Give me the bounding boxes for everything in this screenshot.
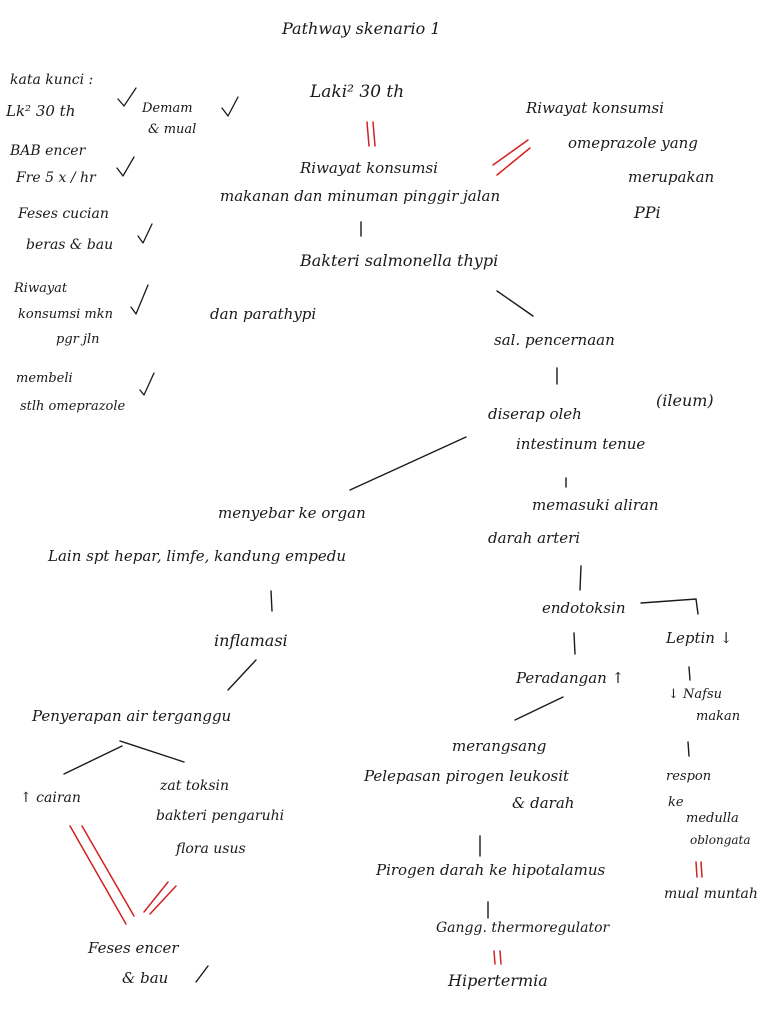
- node-omeprazole-line1: Riwayat konsumsi: [526, 99, 664, 117]
- check-mark-icon: [140, 373, 154, 395]
- connector-line: [688, 742, 689, 756]
- node-appetite-line2: makan: [696, 709, 741, 724]
- node-paratyphi: dan parathypi: [210, 305, 317, 323]
- keyword-item: stlh omeprazole: [20, 399, 126, 414]
- node-feces-line1: Feses encer: [88, 939, 179, 957]
- connector-line: [196, 966, 208, 982]
- node-omeprazole-line2: omeprazole yang: [568, 134, 698, 152]
- node-bacteria: Bakteri salmonella thypi: [300, 251, 499, 270]
- red-double-line: [144, 882, 176, 914]
- node-history-line2: makanan dan minuman pinggir jalan: [220, 187, 501, 205]
- node-nausea: mual muntah: [664, 886, 758, 902]
- node-omeprazole-line3: merupakan: [628, 168, 715, 186]
- node-small-intestine: intestinum tenue: [516, 435, 646, 453]
- node-response-line2: ke: [668, 795, 684, 810]
- node-stimulate-line3: & darah: [512, 794, 575, 812]
- keyword-item: konsumsi mkn: [18, 307, 113, 322]
- red-double-line: [696, 862, 702, 877]
- connector-line: [641, 599, 698, 614]
- red-double-line: [494, 951, 501, 964]
- node-absorption: Penyerapan air terganggu: [32, 707, 232, 725]
- node-stimulate-line1: merangsang: [452, 737, 547, 755]
- node-feces-line2: & bau: [122, 969, 169, 987]
- connector-line: [497, 291, 533, 316]
- node-pyrogen: Pirogen darah ke hipotalamus: [376, 861, 606, 879]
- connector-line: [580, 566, 581, 590]
- check-mark-icon: [222, 97, 238, 116]
- node-history-line1: Riwayat konsumsi: [300, 159, 438, 177]
- keyword-item: Demam: [142, 101, 193, 116]
- red-double-line: [70, 826, 134, 924]
- connector-line: [574, 633, 575, 654]
- keyword-item: membeli: [16, 371, 73, 386]
- red-double-line: [493, 140, 530, 175]
- keyword-item: & mual: [148, 122, 197, 137]
- node-blood-line1: memasuki aliran: [532, 496, 659, 514]
- keyword-item: pgr jln: [56, 332, 100, 347]
- node-thermoregulator: Gangg. thermoregulator: [436, 920, 610, 936]
- check-mark-icon: [131, 285, 148, 314]
- keyword-item: Lk² 30 th: [6, 102, 76, 120]
- node-response-line1: respon: [666, 769, 712, 784]
- connector-line: [228, 660, 256, 690]
- check-mark-icon: [117, 157, 134, 176]
- node-gi-tract: sal. pencernaan: [494, 331, 615, 349]
- node-stimulate-line2: Pelepasan pirogen leukosit: [364, 767, 570, 785]
- connector-line: [64, 741, 184, 774]
- keyword-item: Riwayat: [14, 281, 68, 296]
- check-mark-icon: [138, 224, 152, 243]
- red-double-line: [367, 122, 375, 146]
- node-response-line3: medulla: [686, 811, 739, 826]
- node-leptin: Leptin ↓: [666, 629, 733, 647]
- page-title: Pathway skenario 1: [282, 19, 441, 38]
- connector-line: [350, 437, 466, 490]
- node-blood-line2: darah arteri: [488, 529, 581, 547]
- keyword-item: BAB encer: [10, 143, 86, 159]
- node-appetite-line1: ↓ Nafsu: [668, 687, 723, 702]
- node-fluid: ↑ cairan: [20, 790, 81, 806]
- node-toxin-line3: flora usus: [176, 841, 246, 857]
- node-spread-line1: menyebar ke organ: [218, 504, 366, 522]
- node-inflammation: inflamasi: [214, 631, 288, 650]
- node-hyperthermia: Hipertermia: [448, 971, 548, 990]
- connector-line: [271, 591, 272, 611]
- node-spread-line2: Lain spt hepar, limfe, kandung empedu: [48, 547, 346, 565]
- node-inflammation-up: Peradangan ↑: [516, 669, 625, 687]
- node-endotoxin: endotoksin: [542, 599, 626, 617]
- keyword-item: Fre 5 x / hr: [16, 170, 96, 186]
- node-omeprazole-line4: PPi: [634, 203, 661, 222]
- keyword-item: Feses cucian: [18, 206, 109, 222]
- node-ileum: (ileum): [656, 391, 714, 410]
- keyword-item: beras & bau: [26, 237, 114, 253]
- node-response-line4: oblongata: [690, 833, 751, 847]
- connector-line: [515, 697, 563, 720]
- node-patient: Laki² 30 th: [310, 82, 405, 102]
- keywords-header: kata kunci :: [10, 72, 94, 88]
- connector-line: [689, 667, 690, 680]
- node-toxin-line2: bakteri pengaruhi: [156, 808, 285, 824]
- node-absorbed: diserap oleh: [488, 405, 582, 423]
- check-mark-icon: [118, 88, 136, 106]
- node-toxin-line1: zat toksin: [160, 778, 230, 794]
